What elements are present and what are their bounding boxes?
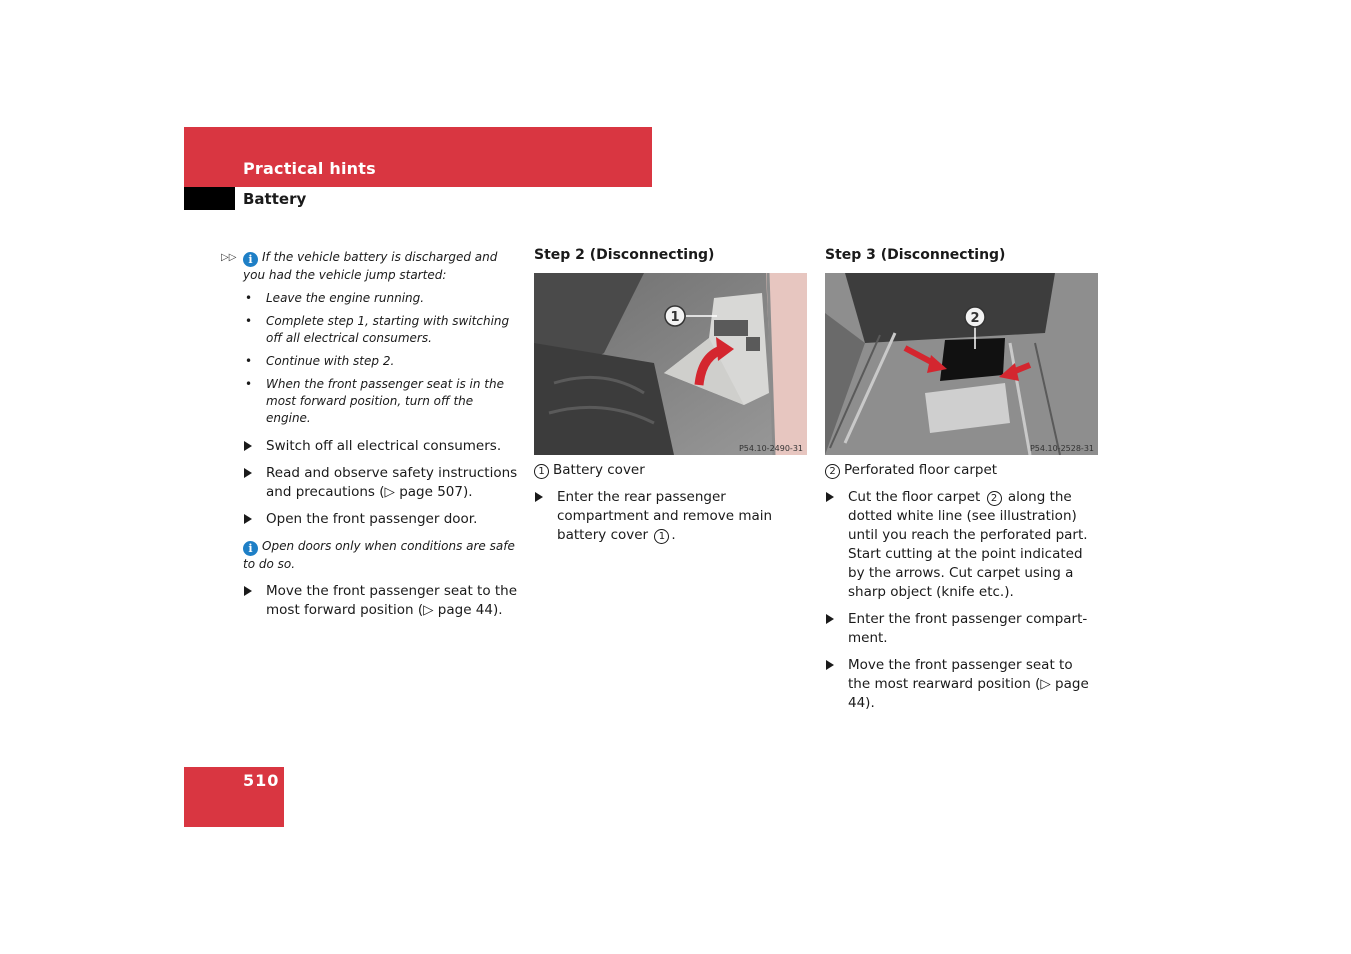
page-number: 510 (243, 771, 280, 790)
step-text-end: . (671, 527, 676, 543)
caption-text: Perforated floor carpet (844, 462, 998, 478)
instruction-step (825, 610, 1099, 648)
step-arrow-icon (244, 514, 252, 524)
info-icon: i (243, 541, 258, 556)
step3-heading: Step 3 (Disconnecting) (825, 247, 1006, 263)
list-item: • Complete step 1, starting with switching off all electrical consumers. (243, 313, 518, 347)
step2-heading: Step 2 (Disconnecting) (534, 247, 715, 263)
callout-number: 2 (987, 491, 1002, 506)
step-arrow-icon (826, 660, 834, 670)
instruction-step (243, 510, 518, 529)
column-right (825, 246, 1099, 713)
step-text-end: along the dotted white line (see illustration) until you reach the perforated part. Start cutting at the point indicated by the arrows. Cut carpet using a sharp object (knife etc.). (848, 489, 1088, 600)
instruction-step (243, 582, 518, 620)
step-text: Switch off all electrical consumers. (266, 438, 502, 454)
instruction-step (243, 464, 518, 502)
step-text: Move the front passenger seat to the most rearward position (▷ page 44). (848, 657, 1089, 711)
info-icon: i (243, 252, 258, 267)
info-text: Open doors only when conditions are safe to do so. (243, 539, 515, 571)
figure-callout: 2 (970, 311, 980, 326)
step-arrow-icon (244, 441, 252, 451)
info-note-jump-start (221, 249, 518, 284)
step-text: Read and observe safety instructions and precautions (▷ page 507). (266, 465, 518, 500)
column-middle (534, 246, 808, 545)
info-note-doors (243, 538, 518, 573)
callout-number: 1 (534, 464, 549, 479)
instruction-step (243, 437, 518, 456)
figure-code: P54.10-2528-31 (1029, 444, 1094, 453)
floor-carpet-photo (825, 273, 1098, 455)
instruction-step (534, 488, 808, 545)
step-arrow-icon (826, 492, 834, 502)
step-text: Open the front passenger door. (266, 511, 478, 527)
step-text: Move the front passenger seat to the most forward position (▷ page 44). (266, 583, 518, 618)
battery-cover-photo (534, 273, 807, 455)
figure-caption (534, 461, 808, 480)
callout-number: 1 (654, 529, 669, 544)
continuation-marker: ▷▷ (221, 252, 237, 263)
step-arrow-icon (244, 586, 252, 596)
instruction-step (825, 656, 1099, 713)
step-text: Enter the front passenger compart-ment. (848, 611, 1088, 646)
step-arrow-icon (535, 492, 543, 502)
info-text: If the vehicle battery is discharged and you had the vehicle jump started: (243, 250, 498, 282)
subsection-marker (184, 187, 235, 210)
subsection-title: Battery (243, 190, 307, 208)
step-text: Cut the floor carpet (848, 489, 985, 505)
instruction-step (825, 488, 1099, 602)
step-arrow-icon (244, 468, 252, 478)
step-arrow-icon (826, 614, 834, 624)
column-left (221, 249, 518, 620)
caption-text: Battery cover (553, 462, 645, 478)
figure-caption (825, 461, 1099, 480)
callout-number: 2 (825, 464, 840, 479)
header-band (184, 127, 652, 187)
list-item: • Continue with step 2. (243, 353, 518, 370)
section-title: Practical hints (243, 159, 376, 178)
list-item: • Leave the engine running. (243, 290, 518, 307)
figure-code: P54.10-2490-31 (738, 444, 803, 453)
list-item: • When the front passenger seat is in the most forward position, turn off the engine. (243, 376, 518, 427)
figure-callout: 1 (670, 310, 680, 325)
step-text: Enter the rear passenger compartment and remove main battery cover (557, 489, 773, 543)
